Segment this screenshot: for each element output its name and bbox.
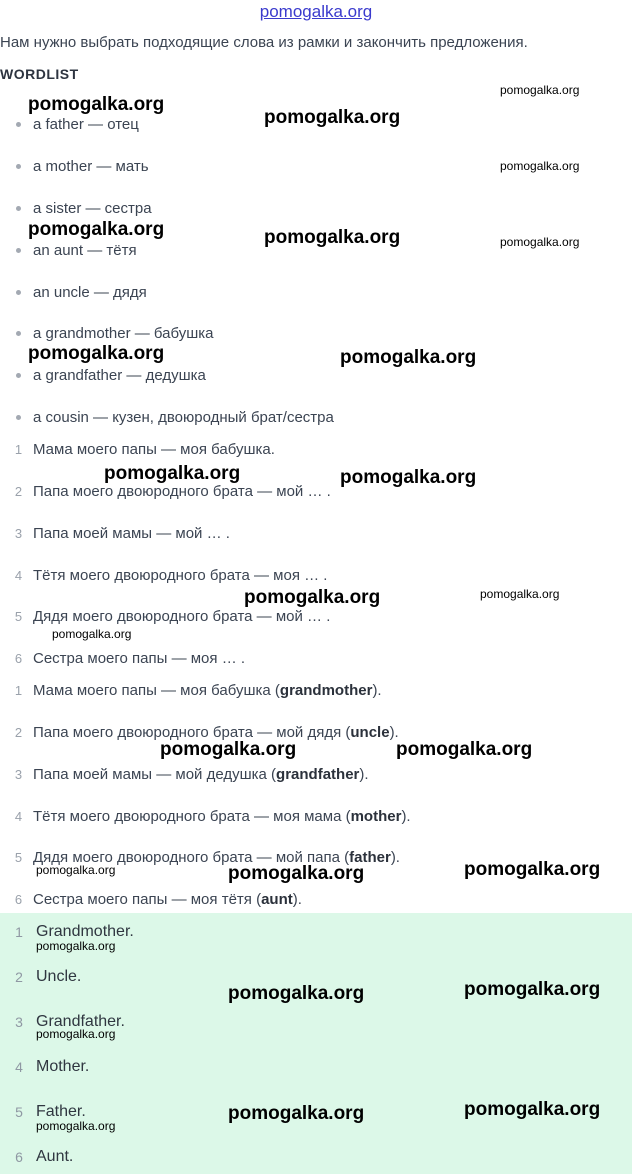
item-number: 6	[14, 891, 23, 907]
site-header-link[interactable]: pomogalka.org	[259, 2, 373, 21]
bullet-icon	[0, 373, 33, 378]
question-text: Сестра моего папы — моя … .	[33, 649, 246, 667]
watermark: pomogalka.org	[500, 235, 580, 249]
explained-text: Папа моей мамы — мой дедушка (grandfather).	[33, 765, 369, 783]
watermark: pomogalka.org	[500, 83, 580, 97]
watermark: pomogalka.org	[28, 219, 165, 240]
watermark: pomogalka.org	[36, 1119, 116, 1133]
answer-text: Aunt.	[36, 1148, 74, 1165]
item-number: 2	[14, 483, 23, 499]
item-number: 3	[15, 1014, 23, 1030]
question-item	[0, 564, 327, 586]
question-text: Мама моего папы — моя бабушка.	[33, 440, 275, 458]
watermark: pomogalka.org	[228, 863, 365, 884]
watermark: pomogalka.org	[464, 1099, 601, 1120]
wordlist-title: WORDLIST	[0, 66, 79, 82]
list-item	[0, 281, 147, 303]
watermark: pomogalka.org	[160, 739, 297, 760]
question-item	[0, 438, 275, 460]
watermark: pomogalka.org	[464, 859, 601, 880]
wordlist-entry: a father — отец	[33, 115, 139, 133]
bullet-icon	[0, 248, 33, 253]
wordlist-entry: a sister — сестра	[33, 199, 152, 217]
explained-item	[0, 679, 382, 701]
bullet-icon	[0, 415, 33, 420]
watermark: pomogalka.org	[340, 347, 477, 368]
item-number: 1	[14, 441, 23, 457]
item-number: 6	[15, 1149, 23, 1165]
answer-item	[0, 1055, 89, 1079]
watermark: pomogalka.org	[228, 983, 365, 1004]
answer-word: father	[349, 848, 391, 866]
item-number: 5	[14, 849, 23, 865]
explained-text: Дядя моего двоюродного брата — мой папа (father).	[33, 848, 400, 866]
list-item	[0, 406, 334, 428]
answer-text: Mother.	[36, 1058, 90, 1075]
list-item	[0, 239, 137, 261]
explained-text: Мама моего папы — моя бабушка (grandmother).	[33, 681, 382, 699]
list-item	[0, 113, 139, 135]
answer-word: grandmother	[279, 681, 373, 699]
item-number: 3	[14, 525, 23, 541]
list-item	[0, 364, 206, 386]
question-item	[0, 522, 230, 544]
watermark: pomogalka.org	[36, 939, 116, 953]
watermark: pomogalka.org	[52, 627, 132, 641]
list-item	[0, 197, 152, 219]
wordlist-entry: a grandfather — дедушка	[33, 366, 206, 384]
item-number: 1	[15, 924, 23, 940]
watermark: pomogalka.org	[480, 587, 560, 601]
answer-item	[0, 1145, 73, 1169]
watermark: pomogalka.org	[244, 587, 381, 608]
bullet-icon	[0, 164, 33, 169]
item-number: 3	[14, 766, 23, 782]
item-number: 6	[14, 650, 23, 666]
watermark: pomogalka.org	[264, 107, 401, 128]
answer-word: mother	[350, 807, 402, 825]
item-number: 5	[15, 1104, 23, 1120]
bullet-icon	[0, 122, 33, 127]
question-text: Тётя моего двоюродного брата — моя … .	[33, 566, 328, 584]
watermark: pomogalka.org	[228, 1103, 365, 1124]
item-number: 4	[14, 567, 23, 583]
answer-word: grandfather	[276, 765, 360, 783]
watermark: pomogalka.org	[500, 159, 580, 173]
explained-item	[0, 888, 302, 910]
list-item	[0, 322, 214, 344]
wordlist-entry: an uncle — дядя	[33, 283, 147, 301]
explained-item	[0, 805, 411, 827]
list-item	[0, 155, 149, 177]
bullet-icon	[0, 206, 33, 211]
watermark: pomogalka.org	[396, 739, 533, 760]
question-text: Папа моего двоюродного брата — мой … .	[33, 482, 331, 500]
watermark: pomogalka.org	[340, 467, 477, 488]
intro-text: Нам нужно выбрать подходящие слова из рамки и закончить предложения.	[0, 34, 528, 51]
wordlist-entry: a grandmother — бабушка	[33, 324, 214, 342]
item-number: 5	[14, 608, 23, 624]
item-number: 4	[15, 1059, 23, 1075]
explained-text: Сестра моего папы — моя тётя (aunt).	[33, 890, 302, 908]
item-number: 1	[14, 682, 23, 698]
bullet-icon	[0, 331, 33, 336]
answer-word: uncle	[350, 723, 390, 741]
watermark: pomogalka.org	[464, 979, 601, 1000]
wordlist-entry: a mother — мать	[33, 157, 149, 175]
item-number: 2	[14, 724, 23, 740]
explained-text: Папа моего двоюродного брата — мой дядя (uncle).	[33, 723, 399, 741]
answer-text: Uncle.	[36, 968, 82, 985]
answer-text: Grandmother.	[36, 923, 134, 940]
watermark: pomogalka.org	[28, 343, 165, 364]
item-number: 4	[14, 808, 23, 824]
wordlist-entry: an aunt — тётя	[33, 241, 137, 259]
answer-text: Grandfather.	[36, 1013, 125, 1030]
bullet-icon	[0, 290, 33, 295]
wordlist-entry: a cousin — кузен, двоюродный брат/сестра	[33, 408, 334, 426]
question-text: Дядя моего двоюродного брата — мой … .	[33, 607, 331, 625]
question-text: Папа моей мамы — мой … .	[33, 524, 230, 542]
watermark: pomogalka.org	[104, 463, 241, 484]
watermark: pomogalka.org	[264, 227, 401, 248]
item-number: 2	[15, 969, 23, 985]
watermark: pomogalka.org	[36, 1027, 116, 1041]
answer-text: Father.	[36, 1103, 86, 1120]
explained-text: Тётя моего двоюродного брата — моя мама (mother).	[33, 807, 411, 825]
question-item	[0, 647, 245, 669]
explained-item	[0, 763, 369, 785]
watermark: pomogalka.org	[28, 94, 165, 115]
watermark: pomogalka.org	[36, 863, 116, 877]
answer-item	[0, 965, 81, 989]
answer-word: aunt	[261, 890, 293, 908]
